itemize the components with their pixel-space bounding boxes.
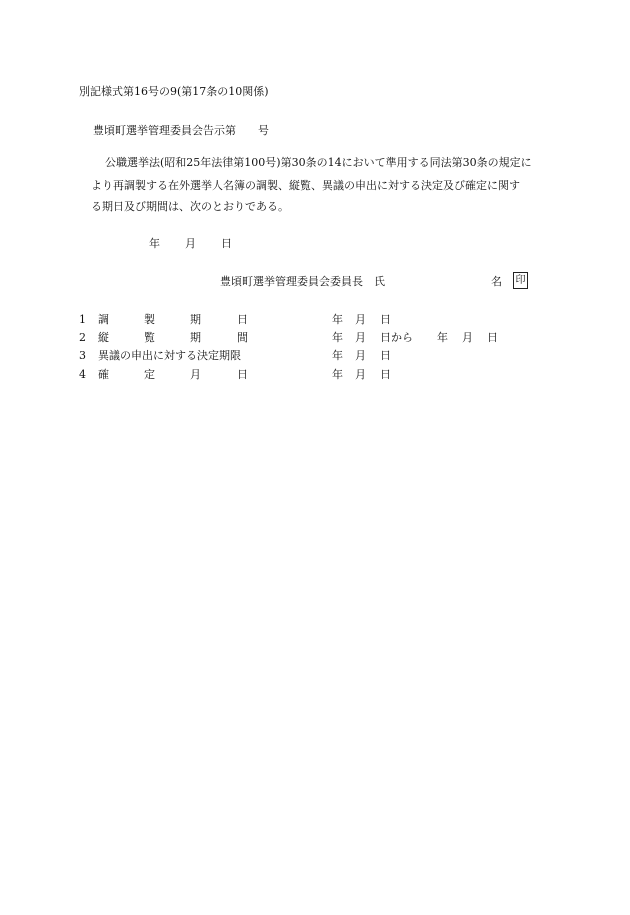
item-year-label: 年 (332, 331, 343, 344)
schedule-item (0, 369, 630, 383)
item-label-char: 期 (190, 313, 201, 326)
item-number: 1 (79, 313, 86, 326)
item-year-label: 年 (332, 313, 343, 326)
item-label-char: 製 (144, 313, 155, 326)
item-end-year-label: 年 (437, 331, 448, 344)
body-text-line-2: より再調製する在外選挙人名簿の調製、縦覧、異議の申出に対する決定及び確定に関す (91, 179, 520, 192)
item-number: 2 (79, 331, 86, 344)
item-label-char: 期 (190, 331, 201, 344)
form-id: 別記様式第16号の9(第17条の10関係) (79, 85, 269, 98)
item-label-char: 調 (98, 313, 109, 326)
item-label-char: 日 (237, 368, 248, 381)
item-end-day-label: 日 (487, 331, 498, 344)
item-label: 異議の申出に対する決定期限 (98, 349, 241, 362)
item-month-label: 月 (355, 331, 366, 344)
item-label-char: 覧 (144, 331, 155, 344)
item-number: 3 (79, 349, 86, 362)
schedule-item (0, 332, 630, 346)
schedule-item (0, 350, 630, 364)
item-label-char: 縦 (98, 331, 109, 344)
item-day-label: 日 (380, 313, 391, 326)
item-year-label: 年 (332, 349, 343, 362)
item-number: 4 (79, 368, 86, 381)
item-day-from-label: 日から (380, 331, 413, 344)
item-end-month-label: 月 (462, 331, 473, 344)
body-text-line-1: 公職選挙法(昭和25年法律第100号)第30条の14において準用する同法第30条の規定に (105, 156, 532, 169)
date-day-label: 日 (221, 237, 232, 250)
item-label-char: 間 (237, 331, 248, 344)
item-label-char: 日 (237, 313, 248, 326)
item-label-char: 確 (98, 368, 109, 381)
date-row (0, 238, 630, 252)
item-label-char: 定 (144, 368, 155, 381)
item-month-label: 月 (355, 368, 366, 381)
signature-name-label: 名 (491, 275, 502, 288)
date-year-label: 年 (149, 237, 160, 250)
item-month-label: 月 (355, 313, 366, 326)
item-label-char: 月 (190, 368, 201, 381)
schedule-item (0, 314, 630, 328)
date-month-label: 月 (185, 237, 196, 250)
item-day-label: 日 (380, 349, 391, 362)
item-month-label: 月 (355, 349, 366, 362)
body-text-line-3: る期日及び期間は、次のとおりである。 (91, 200, 289, 213)
item-year-label: 年 (332, 368, 343, 381)
item-day-label: 日 (380, 368, 391, 381)
notice-title: 豊頃町選挙管理委員会告示第 号 (93, 124, 269, 137)
seal-mark: 印 (513, 272, 528, 289)
signature-line: 豊頃町選挙管理委員会委員長 氏 (220, 275, 385, 288)
